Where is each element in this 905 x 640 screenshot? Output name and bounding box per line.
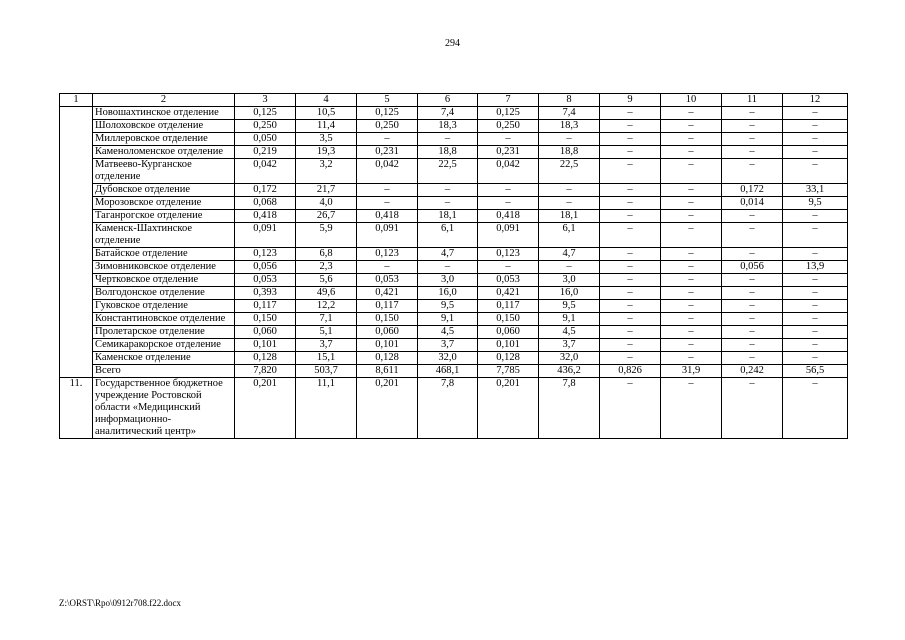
column-header: 8 <box>539 94 600 107</box>
column-header: 2 <box>93 94 235 107</box>
value-cell: – <box>600 378 661 439</box>
value-cell: 0,042 <box>235 159 296 184</box>
value-cell: 6,1 <box>418 223 478 248</box>
value-cell: – <box>722 133 783 146</box>
value-cell: – <box>722 248 783 261</box>
value-cell: 4,7 <box>418 248 478 261</box>
value-cell: – <box>600 146 661 159</box>
value-cell: – <box>722 159 783 184</box>
value-cell: 0,125 <box>235 107 296 120</box>
table-row <box>60 197 848 210</box>
value-cell: 9,5 <box>539 300 600 313</box>
value-cell: 0,150 <box>478 313 539 326</box>
value-cell: – <box>600 223 661 248</box>
value-cell: 18,8 <box>418 146 478 159</box>
value-cell: 18,3 <box>539 120 600 133</box>
value-cell: 0,393 <box>235 287 296 300</box>
value-cell: 32,0 <box>418 352 478 365</box>
value-cell: – <box>661 133 722 146</box>
value-cell: – <box>661 261 722 274</box>
value-cell: 0,421 <box>478 287 539 300</box>
value-cell: 0,150 <box>357 313 418 326</box>
value-cell: 0,826 <box>600 365 661 378</box>
value-cell: – <box>783 133 848 146</box>
value-cell: – <box>600 274 661 287</box>
value-cell: 0,014 <box>722 197 783 210</box>
value-cell: 0,123 <box>235 248 296 261</box>
value-cell: 0,219 <box>235 146 296 159</box>
value-cell: 0,050 <box>235 133 296 146</box>
value-cell: – <box>722 274 783 287</box>
value-cell: 0,042 <box>478 159 539 184</box>
value-cell: – <box>418 261 478 274</box>
value-cell: – <box>600 352 661 365</box>
department-name: Семикаракорское отделение <box>93 339 235 352</box>
value-cell: 7,4 <box>539 107 600 120</box>
value-cell: – <box>661 274 722 287</box>
value-cell: 3,2 <box>296 159 357 184</box>
value-cell: 7,4 <box>418 107 478 120</box>
value-cell: 0,250 <box>235 120 296 133</box>
value-cell: – <box>722 378 783 439</box>
value-cell: 11,4 <box>296 120 357 133</box>
value-cell: – <box>600 159 661 184</box>
value-cell: – <box>722 120 783 133</box>
value-cell: 18,1 <box>418 210 478 223</box>
value-cell: 9,1 <box>418 313 478 326</box>
value-cell: 0,091 <box>357 223 418 248</box>
value-cell: – <box>539 261 600 274</box>
table-row <box>60 146 848 159</box>
value-cell: 0,101 <box>235 339 296 352</box>
value-cell: – <box>661 339 722 352</box>
value-cell: – <box>539 133 600 146</box>
department-name: Батайское отделение <box>93 248 235 261</box>
department-name: Зимовниковское отделение <box>93 261 235 274</box>
value-cell: 4,7 <box>539 248 600 261</box>
department-name: Шолоховское отделение <box>93 120 235 133</box>
department-name: Гуковское отделение <box>93 300 235 313</box>
value-cell: 22,5 <box>418 159 478 184</box>
value-cell: – <box>661 146 722 159</box>
value-cell: 0,101 <box>357 339 418 352</box>
value-cell: 0,060 <box>357 326 418 339</box>
value-cell: 18,1 <box>539 210 600 223</box>
value-cell: – <box>539 197 600 210</box>
value-cell: 12,2 <box>296 300 357 313</box>
value-cell: – <box>600 313 661 326</box>
table-row <box>60 378 848 439</box>
department-name: Матвеево-Курганское отделение <box>93 159 235 184</box>
value-cell: – <box>661 326 722 339</box>
table-row <box>60 287 848 300</box>
value-cell: – <box>661 248 722 261</box>
value-cell: 3,7 <box>418 339 478 352</box>
value-cell: 3,0 <box>418 274 478 287</box>
value-cell: 33,1 <box>783 184 848 197</box>
value-cell: – <box>661 120 722 133</box>
value-cell: – <box>600 120 661 133</box>
value-cell: 9,1 <box>539 313 600 326</box>
value-cell: 3,7 <box>539 339 600 352</box>
value-cell: – <box>783 274 848 287</box>
value-cell: 0,091 <box>235 223 296 248</box>
column-header: 9 <box>600 94 661 107</box>
value-cell: 436,2 <box>539 365 600 378</box>
header-row <box>60 94 848 107</box>
value-cell: – <box>539 184 600 197</box>
value-cell: 0,421 <box>357 287 418 300</box>
value-cell: 0,125 <box>357 107 418 120</box>
value-cell: 4,0 <box>296 197 357 210</box>
value-cell: – <box>783 248 848 261</box>
value-cell: – <box>661 287 722 300</box>
value-cell: 7,1 <box>296 313 357 326</box>
value-cell: – <box>357 184 418 197</box>
value-cell: 0,242 <box>722 365 783 378</box>
value-cell: – <box>600 184 661 197</box>
value-cell: 8,611 <box>357 365 418 378</box>
value-cell: 7,8 <box>418 378 478 439</box>
column-header: 7 <box>478 94 539 107</box>
value-cell: – <box>783 120 848 133</box>
value-cell: – <box>418 197 478 210</box>
value-cell: 0,123 <box>357 248 418 261</box>
value-cell: – <box>661 313 722 326</box>
value-cell: 0,068 <box>235 197 296 210</box>
value-cell: – <box>600 133 661 146</box>
value-cell: – <box>722 300 783 313</box>
value-cell: – <box>661 210 722 223</box>
table-row <box>60 339 848 352</box>
value-cell: 3,0 <box>539 274 600 287</box>
value-cell: 3,7 <box>296 339 357 352</box>
value-cell: – <box>783 352 848 365</box>
value-cell: 468,1 <box>418 365 478 378</box>
table-row <box>60 120 848 133</box>
department-name: Миллеровское отделение <box>93 133 235 146</box>
department-name: Дубовское отделение <box>93 184 235 197</box>
value-cell: – <box>783 378 848 439</box>
value-cell: – <box>783 326 848 339</box>
department-name: Волгодонское отделение <box>93 287 235 300</box>
value-cell: 26,7 <box>296 210 357 223</box>
value-cell: – <box>600 107 661 120</box>
value-cell: 21,7 <box>296 184 357 197</box>
value-cell: – <box>661 300 722 313</box>
value-cell: 9,5 <box>418 300 478 313</box>
value-cell: – <box>478 197 539 210</box>
value-cell: – <box>600 326 661 339</box>
value-cell: – <box>661 352 722 365</box>
value-cell: – <box>722 223 783 248</box>
value-cell: – <box>357 197 418 210</box>
value-cell: – <box>722 339 783 352</box>
value-cell: 31,9 <box>661 365 722 378</box>
value-cell: – <box>600 210 661 223</box>
department-name: Всего <box>93 365 235 378</box>
value-cell: 0,053 <box>357 274 418 287</box>
value-cell: – <box>418 133 478 146</box>
value-cell: – <box>722 210 783 223</box>
value-cell: 7,820 <box>235 365 296 378</box>
value-cell: 0,125 <box>478 107 539 120</box>
table-row <box>60 261 848 274</box>
department-name: Новошахтинское отделение <box>93 107 235 120</box>
value-cell: – <box>783 146 848 159</box>
value-cell: 6,8 <box>296 248 357 261</box>
value-cell: – <box>722 107 783 120</box>
value-cell: 0,060 <box>235 326 296 339</box>
department-name: Чертковское отделение <box>93 274 235 287</box>
institution-name: Государственное бюджетное учреждение Ростовской области «Медицинский информационно-аналитический центр» <box>93 378 235 439</box>
value-cell: 10,5 <box>296 107 357 120</box>
value-cell: 7,785 <box>478 365 539 378</box>
value-cell: 11,1 <box>296 378 357 439</box>
value-cell: – <box>357 133 418 146</box>
value-cell: 0,201 <box>357 378 418 439</box>
value-cell: – <box>600 339 661 352</box>
table-row <box>60 365 848 378</box>
value-cell: – <box>661 184 722 197</box>
value-cell: 22,5 <box>539 159 600 184</box>
value-cell: 0,172 <box>235 184 296 197</box>
row-index-cell <box>60 107 93 378</box>
value-cell: 56,5 <box>783 365 848 378</box>
value-cell: – <box>783 223 848 248</box>
value-cell: – <box>783 159 848 184</box>
value-cell: – <box>478 184 539 197</box>
value-cell: – <box>600 261 661 274</box>
column-header: 12 <box>783 94 848 107</box>
value-cell: 5,6 <box>296 274 357 287</box>
value-cell: – <box>783 339 848 352</box>
table-row <box>60 107 848 120</box>
column-header: 1 <box>60 94 93 107</box>
table-row <box>60 159 848 184</box>
value-cell: – <box>418 184 478 197</box>
value-cell: 0,056 <box>722 261 783 274</box>
table-row <box>60 223 848 248</box>
file-path-footer: Z:\ORST\Rpo\0912r708.f22.docx <box>59 598 181 608</box>
value-cell: – <box>661 107 722 120</box>
value-cell: – <box>661 378 722 439</box>
value-cell: 0,150 <box>235 313 296 326</box>
value-cell: – <box>722 352 783 365</box>
department-name: Морозовское отделение <box>93 197 235 210</box>
value-cell: 0,053 <box>235 274 296 287</box>
value-cell: – <box>783 210 848 223</box>
value-cell: 0,250 <box>478 120 539 133</box>
value-cell: – <box>783 107 848 120</box>
value-cell: 7,8 <box>539 378 600 439</box>
value-cell: – <box>661 197 722 210</box>
value-cell: – <box>722 313 783 326</box>
value-cell: 19,3 <box>296 146 357 159</box>
value-cell: 15,1 <box>296 352 357 365</box>
value-cell: 0,091 <box>478 223 539 248</box>
value-cell: 503,7 <box>296 365 357 378</box>
value-cell: – <box>783 313 848 326</box>
value-cell: – <box>661 159 722 184</box>
table-row <box>60 133 848 146</box>
department-name: Константиновское отделение <box>93 313 235 326</box>
department-name: Пролетарское отделение <box>93 326 235 339</box>
value-cell: 0,060 <box>478 326 539 339</box>
value-cell: 4,5 <box>539 326 600 339</box>
value-cell: 0,053 <box>478 274 539 287</box>
column-header: 11 <box>722 94 783 107</box>
column-header: 3 <box>235 94 296 107</box>
table-row <box>60 313 848 326</box>
department-name: Каменоломенское отделение <box>93 146 235 159</box>
value-cell: 0,201 <box>478 378 539 439</box>
value-cell: – <box>722 287 783 300</box>
table-row <box>60 274 848 287</box>
value-cell: – <box>478 261 539 274</box>
value-cell: 0,128 <box>478 352 539 365</box>
table-row <box>60 210 848 223</box>
value-cell: 4,5 <box>418 326 478 339</box>
value-cell: 13,9 <box>783 261 848 274</box>
department-name: Каменское отделение <box>93 352 235 365</box>
value-cell: 16,0 <box>418 287 478 300</box>
department-name: Каменск-Шахтинское отделение <box>93 223 235 248</box>
table-row <box>60 300 848 313</box>
value-cell: 0,042 <box>357 159 418 184</box>
data-table <box>59 93 848 439</box>
column-header: 6 <box>418 94 478 107</box>
value-cell: 9,5 <box>783 197 848 210</box>
value-cell: 0,231 <box>478 146 539 159</box>
value-cell: – <box>600 300 661 313</box>
value-cell: 5,9 <box>296 223 357 248</box>
value-cell: – <box>600 248 661 261</box>
value-cell: 32,0 <box>539 352 600 365</box>
table-row <box>60 352 848 365</box>
value-cell: 6,1 <box>539 223 600 248</box>
value-cell: 0,128 <box>357 352 418 365</box>
value-cell: 0,123 <box>478 248 539 261</box>
value-cell: 0,128 <box>235 352 296 365</box>
value-cell: 5,1 <box>296 326 357 339</box>
value-cell: 0,418 <box>478 210 539 223</box>
value-cell: 18,3 <box>418 120 478 133</box>
value-cell: 0,201 <box>235 378 296 439</box>
value-cell: 0,418 <box>357 210 418 223</box>
value-cell: 0,117 <box>357 300 418 313</box>
value-cell: 0,418 <box>235 210 296 223</box>
table-row <box>60 326 848 339</box>
row-index-cell: 11. <box>60 378 93 439</box>
value-cell: 3,5 <box>296 133 357 146</box>
table-row <box>60 248 848 261</box>
value-cell: 0,117 <box>235 300 296 313</box>
value-cell: – <box>357 261 418 274</box>
table-row <box>60 184 848 197</box>
department-name: Таганрогское отделение <box>93 210 235 223</box>
value-cell: 0,117 <box>478 300 539 313</box>
value-cell: 16,0 <box>539 287 600 300</box>
value-cell: 0,056 <box>235 261 296 274</box>
value-cell: 18,8 <box>539 146 600 159</box>
value-cell: – <box>478 133 539 146</box>
value-cell: – <box>722 146 783 159</box>
value-cell: – <box>661 223 722 248</box>
value-cell: – <box>600 287 661 300</box>
value-cell: 49,6 <box>296 287 357 300</box>
value-cell: – <box>600 197 661 210</box>
value-cell: 0,231 <box>357 146 418 159</box>
value-cell: – <box>722 326 783 339</box>
column-header: 4 <box>296 94 357 107</box>
value-cell: 0,250 <box>357 120 418 133</box>
value-cell: 0,101 <box>478 339 539 352</box>
value-cell: 0,172 <box>722 184 783 197</box>
page-number: 294 <box>445 38 460 49</box>
value-cell: – <box>783 300 848 313</box>
value-cell: – <box>783 287 848 300</box>
column-header: 10 <box>661 94 722 107</box>
value-cell: 2,3 <box>296 261 357 274</box>
column-header: 5 <box>357 94 418 107</box>
